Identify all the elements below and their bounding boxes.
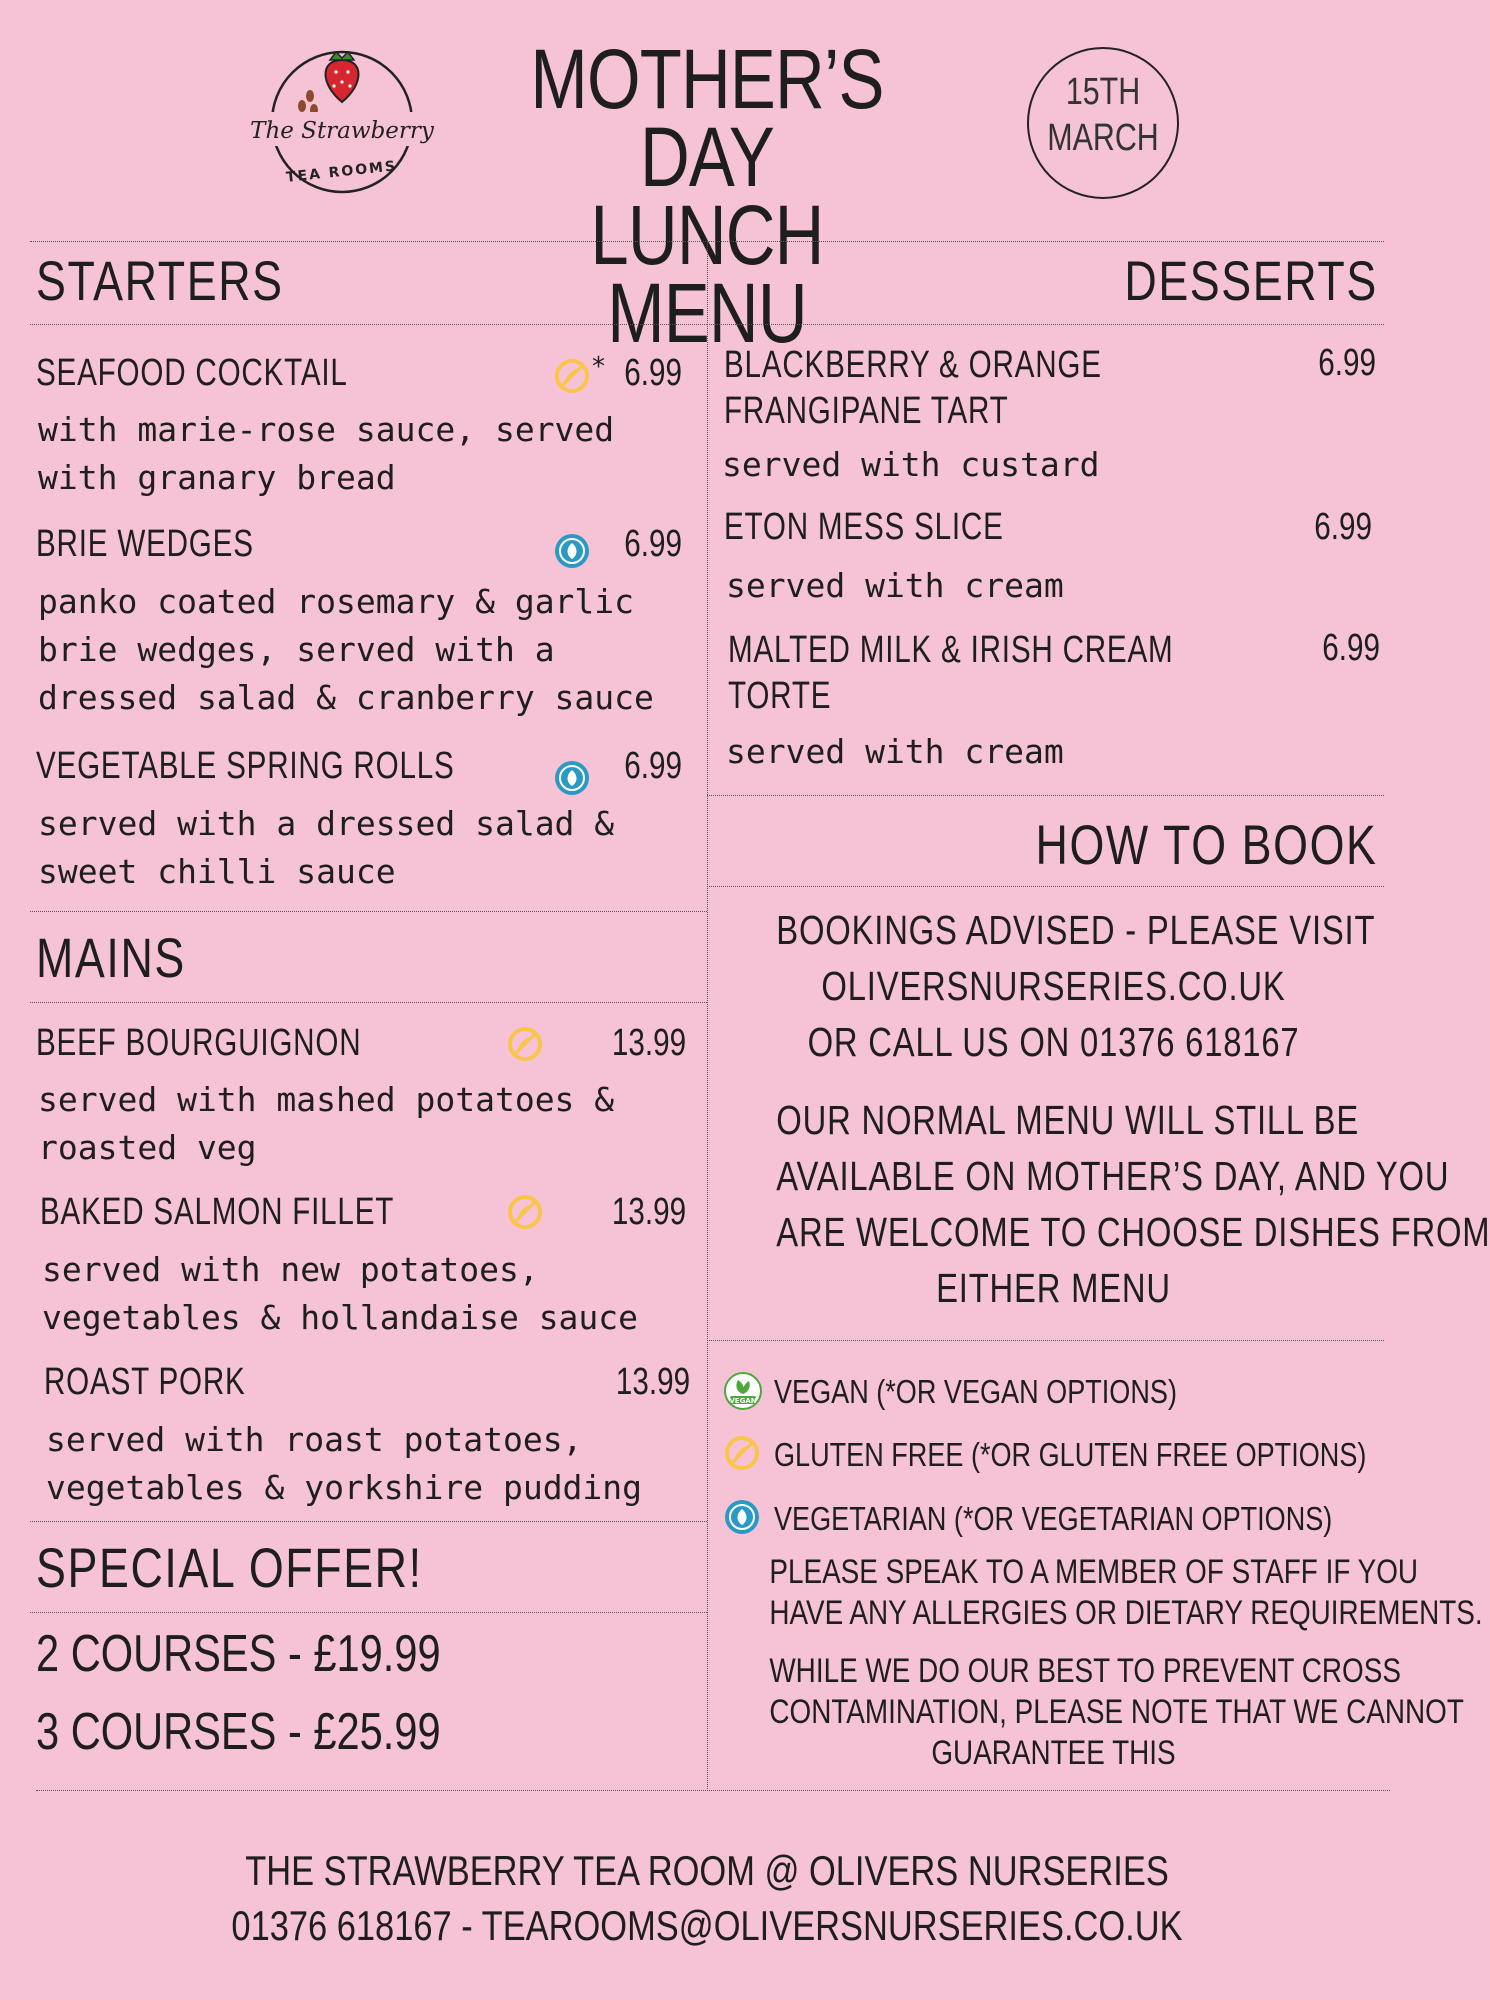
- description-line: brie wedges, served with a: [38, 630, 555, 669]
- note-line: AVAILABLE ON MOTHER’S DAY, AND YOU: [776, 1153, 1450, 1199]
- description-line: sweet chilli sauce: [38, 852, 396, 891]
- how-to-book-heading: HOW TO BOOK: [1035, 813, 1378, 876]
- offer-two-courses: 2 COURSES - £19.99: [36, 1625, 441, 1683]
- main-description: [38, 1076, 614, 1172]
- main-name: BAKED SALMON FILLET: [40, 1191, 395, 1233]
- gluten-free-icon: [507, 1194, 543, 1230]
- logo-text-top: The Strawberry: [250, 118, 434, 144]
- description-line: vegetables & hollandaise sauce: [42, 1298, 639, 1337]
- logo-text-bottom: TEA ROOMS: [285, 158, 398, 186]
- dessert-name-line: MALTED MILK & IRISH CREAM: [728, 629, 1174, 671]
- gluten-free-icon: [554, 358, 590, 394]
- allergy-notice: [769, 1552, 1483, 1634]
- starter-name: VEGETABLE SPRING ROLLS: [36, 745, 455, 787]
- date-badge: [1027, 47, 1179, 199]
- special-offer-heading: SPECIAL OFFER!: [36, 1536, 423, 1599]
- main-name: BEEF BOURGUIGNON: [36, 1022, 362, 1064]
- legend-label: VEGETARIAN (*OR VEGETARIAN OPTIONS): [774, 1500, 1333, 1537]
- starter-name: SEAFOOD COCKTAIL: [36, 352, 348, 394]
- offer-three-courses: 3 COURSES - £25.99: [36, 1703, 441, 1761]
- divider: [707, 795, 1384, 796]
- description-line: dressed salad & cranberry sauce: [38, 678, 654, 717]
- notice-line: PLEASE SPEAK TO A MEMBER OF STAFF IF YOU: [769, 1553, 1419, 1591]
- starter-price: 6.99: [624, 523, 682, 565]
- title-line-2: LUNCH MENU: [590, 188, 824, 360]
- dessert-name-line: BLACKBERRY & ORANGE: [724, 344, 1102, 386]
- description-line: served with a dressed salad &: [38, 804, 615, 843]
- starters-heading: STARTERS: [36, 249, 284, 312]
- legend-label: GLUTEN FREE (*OR GLUTEN FREE OPTIONS): [774, 1436, 1367, 1473]
- vegetarian-icon: [554, 533, 590, 569]
- starter-description: [38, 406, 614, 502]
- notice-line: CONTAMINATION, PLEASE NOTE THAT WE CANNOT: [769, 1693, 1464, 1731]
- main-price: 13.99: [611, 1022, 686, 1064]
- dessert-name-line: TORTE: [728, 675, 832, 717]
- divider: [30, 911, 707, 912]
- note-line: OUR NORMAL MENU WILL STILL BE: [776, 1097, 1360, 1143]
- description-line: served with roast potatoes,: [46, 1420, 583, 1459]
- divider: [707, 886, 1384, 887]
- note-line: EITHER MENU: [936, 1265, 1171, 1311]
- title-line-1: MOTHER’S DAY: [530, 32, 884, 204]
- divider: [36, 1790, 1390, 1791]
- desserts-heading: DESSERTS: [1124, 249, 1378, 312]
- dessert-description: served with custard: [722, 445, 1100, 484]
- divider: [30, 1002, 707, 1003]
- column-divider: [707, 241, 708, 1791]
- dessert-price: 6.99: [1314, 506, 1372, 548]
- option-asterisk: *: [592, 352, 605, 382]
- legend-label: VEGAN (*OR VEGAN OPTIONS): [774, 1373, 1177, 1410]
- starter-price: 6.99: [624, 745, 682, 787]
- dessert-price: 6.99: [1322, 627, 1380, 669]
- main-description: [42, 1246, 638, 1342]
- note-line: ARE WELCOME TO CHOOSE DISHES FROM: [776, 1209, 1490, 1255]
- starter-description: [38, 578, 654, 722]
- description-line: vegetables & yorkshire pudding: [46, 1468, 643, 1507]
- vegan-icon: [724, 1372, 760, 1408]
- booking-line: BOOKINGS ADVISED - PLEASE VISIT: [776, 907, 1376, 953]
- starter-description: [38, 800, 614, 896]
- divider: [707, 1340, 1384, 1341]
- description-line: served with mashed potatoes &: [38, 1080, 615, 1119]
- cross-contamination-notice: [769, 1651, 1464, 1774]
- main-price: 13.99: [615, 1361, 690, 1403]
- starter-name: BRIE WEDGES: [36, 523, 254, 565]
- starter-price: 6.99: [624, 352, 682, 394]
- date-day: 15TH: [1065, 71, 1141, 113]
- description-line: with granary bread: [38, 458, 396, 497]
- booking-phone: OR CALL US ON 01376 618167: [807, 1019, 1300, 1065]
- main-price: 13.99: [611, 1191, 686, 1233]
- dessert-name-line: FRANGIPANE TART: [724, 390, 1009, 432]
- gluten-free-icon: [507, 1026, 543, 1062]
- dessert-name: [724, 342, 1102, 434]
- description-line: with marie-rose sauce, served: [38, 410, 615, 449]
- dessert-description: served with cream: [726, 566, 1064, 605]
- dessert-price: 6.99: [1318, 342, 1376, 384]
- dessert-description: served with cream: [726, 732, 1064, 771]
- divider: [30, 1612, 707, 1613]
- footer-contact: 01376 618167 - TEAROOMS@OLIVERSNURSERIES.CO.UK: [231, 1902, 1183, 1949]
- footer-venue: THE STRAWBERRY TEA ROOM @ OLIVERS NURSERIES: [245, 1847, 1169, 1894]
- main-description: [46, 1416, 642, 1512]
- notice-line: WHILE WE DO OUR BEST TO PREVENT CROSS: [769, 1652, 1401, 1690]
- dessert-name: [728, 627, 1174, 719]
- vegetarian-icon: [724, 1499, 760, 1535]
- tea-rooms-logo: [250, 40, 434, 200]
- description-line: panko coated rosemary & garlic: [38, 582, 635, 621]
- date-month: MARCH: [1047, 117, 1159, 159]
- notice-line: HAVE ANY ALLERGIES OR DIETARY REQUIREMENTS.: [769, 1594, 1483, 1632]
- description-line: served with new potatoes,: [42, 1250, 539, 1289]
- notice-line: GUARANTEE THIS: [931, 1734, 1176, 1772]
- dessert-name: ETON MESS SLICE: [724, 506, 1004, 548]
- vegan-badge-text: VEGAN: [729, 1397, 757, 1405]
- booking-website: OLIVERSNURSERIES.CO.UK: [821, 963, 1286, 1009]
- booking-info: [776, 902, 1376, 1070]
- main-name: ROAST PORK: [44, 1361, 246, 1403]
- divider: [30, 324, 707, 325]
- mains-heading: MAINS: [36, 926, 186, 989]
- divider: [30, 1521, 707, 1522]
- vegetarian-icon: [554, 760, 590, 796]
- description-line: roasted veg: [38, 1128, 257, 1167]
- gluten-free-icon: [724, 1435, 760, 1471]
- divider: [707, 324, 1384, 325]
- normal-menu-note: [776, 1092, 1490, 1316]
